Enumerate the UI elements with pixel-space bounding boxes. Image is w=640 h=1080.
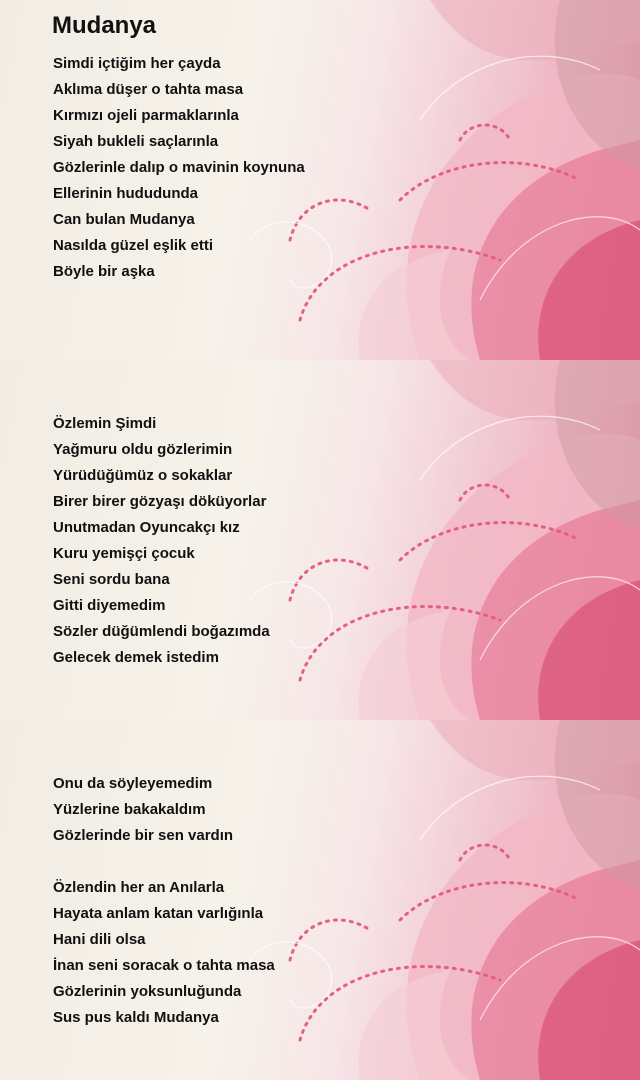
poem-line: Gözlerinin yoksunluğunda <box>53 983 242 1000</box>
poem-panel-1 <box>0 0 640 360</box>
poem-line: Hani dili olsa <box>53 931 146 948</box>
poem-line: Simdi içtiğim her çayda <box>53 55 221 72</box>
poem-line: Özlendin her an Anılarla <box>53 879 225 896</box>
poem-line: Nasılda güzel eşlik etti <box>53 237 214 254</box>
poem-line: Sus pus kaldı Mudanya <box>53 1009 219 1026</box>
poem-line: Gelecek demek istedim <box>53 649 219 666</box>
stanza-break <box>53 849 275 875</box>
poem-line: Gözlerinle dalıp o mavinin koynuna <box>53 159 305 176</box>
poem-line: Yürüdüğümüz o sokaklar <box>53 467 233 484</box>
poem-line: Yüzlerine bakakaldım <box>53 801 206 818</box>
stanza-2 <box>53 411 270 671</box>
poem-line: Kırmızı ojeli parmaklarınla <box>53 107 239 124</box>
poem-line: Böyle bir aşka <box>53 263 155 280</box>
poem-line: Aklıma düşer o tahta masa <box>53 81 244 98</box>
poem-line: Hayata anlam katan varlığınla <box>53 905 264 922</box>
poem-line: Birer birer gözyaşı döküyorlar <box>53 493 267 510</box>
stanza-1 <box>53 51 305 285</box>
poem-line: Kuru yemişçi çocuk <box>53 545 195 562</box>
poem-title: Mudanya <box>52 12 157 39</box>
poem-line: İnan seni soracak o tahta masa <box>53 957 275 974</box>
poem-line: Yağmuru oldu gözlerimin <box>53 441 233 458</box>
poem-line: Siyah bukleli saçlarınla <box>53 133 219 150</box>
stanza-3-4 <box>53 771 275 1031</box>
poem-panel-2 <box>0 360 640 720</box>
poem-line: Sözler düğümlendi boğazımda <box>53 623 270 640</box>
poem-line: Ellerinin hududunda <box>53 185 198 202</box>
poem-line: Gözlerinde bir sen vardın <box>53 827 234 844</box>
poem-line: Unutmadan Oyuncakçı kız <box>53 519 240 536</box>
poem-line: Seni sordu bana <box>53 571 170 588</box>
poem-line: Gitti diyemedim <box>53 597 166 614</box>
poem-line: Onu da söyleyemedim <box>53 775 213 792</box>
poem-panel-3 <box>0 720 640 1080</box>
poem-line: Özlemin Şimdi <box>53 415 157 432</box>
poem-line: Can bulan Mudanya <box>53 211 195 228</box>
